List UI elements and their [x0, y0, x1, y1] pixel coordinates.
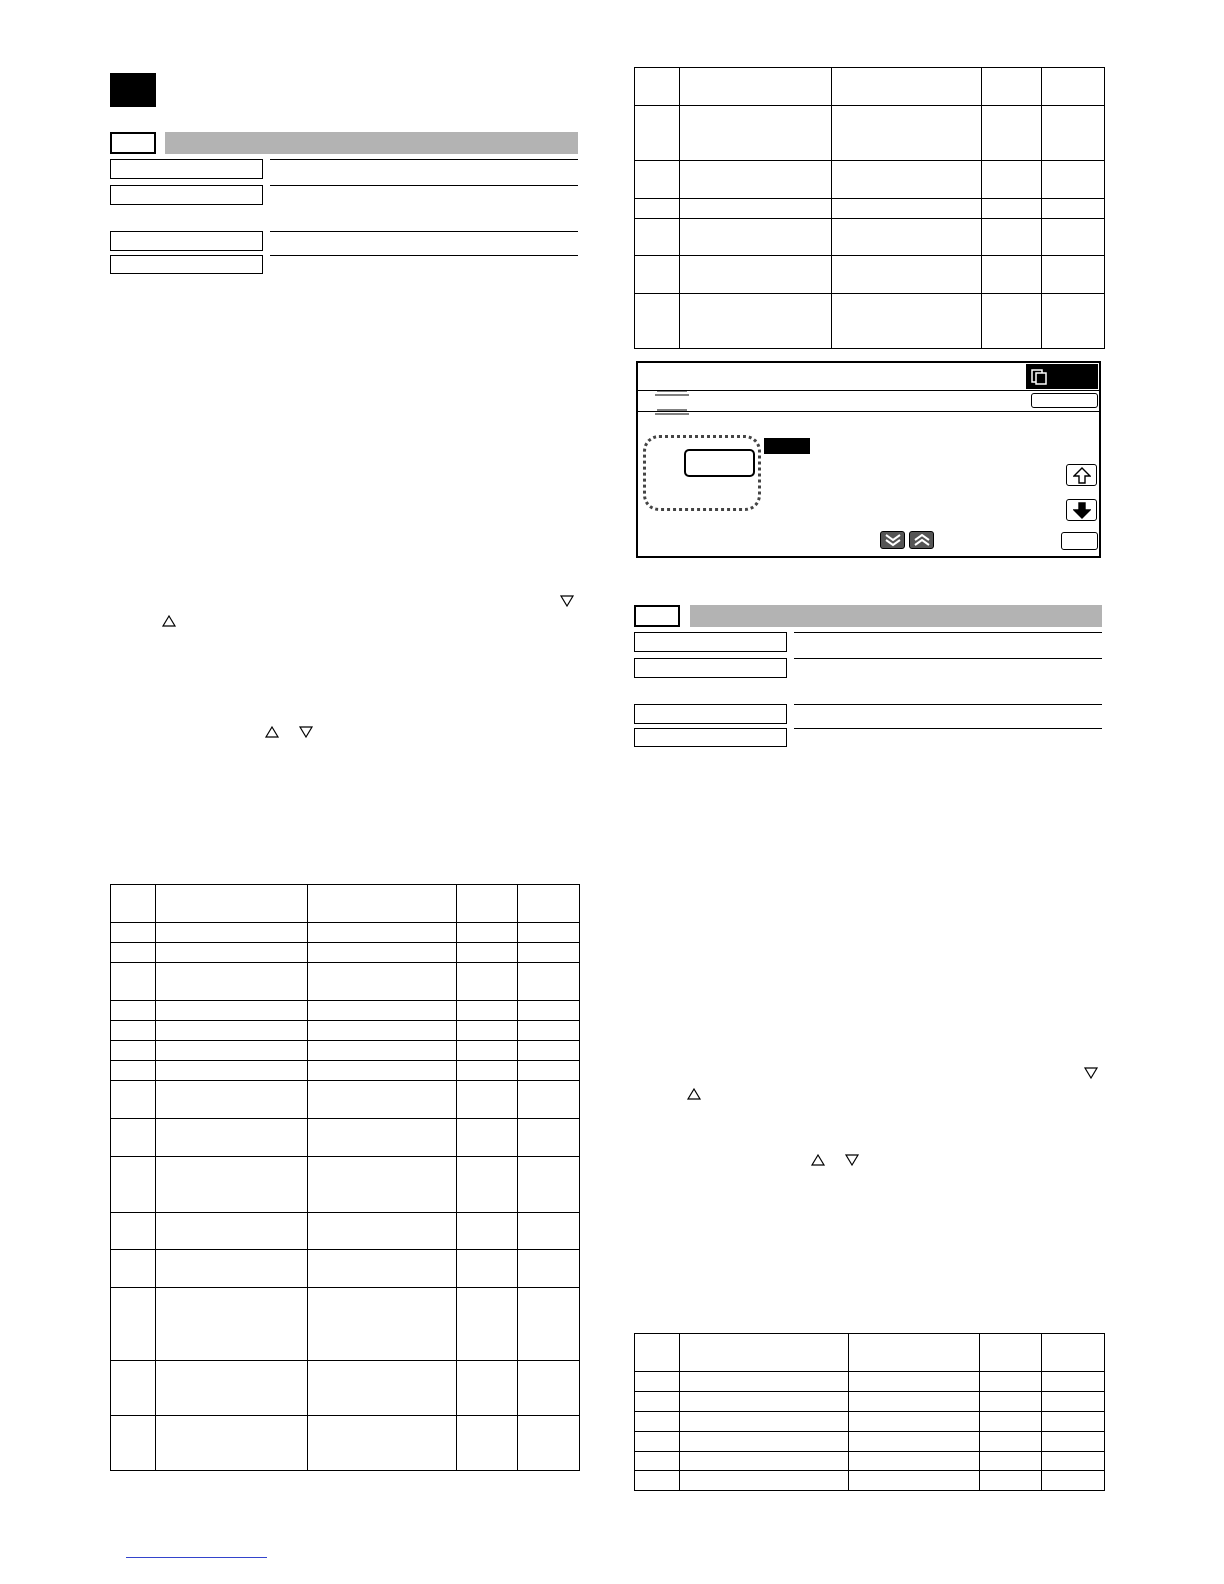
table-row — [635, 1412, 1105, 1432]
table-row — [111, 1001, 580, 1021]
header-button[interactable] — [1031, 393, 1098, 408]
section-title-bar — [165, 132, 578, 154]
table-row — [111, 943, 580, 963]
table-header-row — [635, 68, 1105, 106]
field-label-box — [634, 728, 787, 747]
table-row — [111, 1081, 580, 1119]
triangle-up-icon — [264, 724, 280, 740]
field-label-box — [110, 159, 263, 179]
table-row — [635, 1432, 1105, 1452]
field-label-box — [634, 658, 787, 678]
value-input-box[interactable] — [684, 449, 755, 477]
table-row — [635, 1452, 1105, 1471]
field-label-box — [634, 704, 787, 724]
table-header-row — [635, 1334, 1105, 1372]
double-chevron-down-icon — [884, 534, 902, 547]
table-row — [111, 923, 580, 943]
double-chevron-up-icon — [913, 534, 931, 547]
table-header-cell — [111, 885, 156, 923]
table-row — [635, 1392, 1105, 1412]
arrow-up-icon — [1073, 467, 1091, 484]
table-header-cell — [156, 885, 308, 923]
highlight-tag — [764, 438, 810, 454]
table-row — [635, 294, 1105, 349]
table-row — [111, 1213, 580, 1250]
table-row — [635, 106, 1105, 161]
chapter-marker-block — [110, 73, 156, 107]
menu-lines-icon — [654, 387, 690, 417]
page-up-button[interactable] — [909, 531, 934, 549]
section-code-box — [110, 132, 156, 154]
table-header-cell — [518, 885, 580, 923]
triangle-up-icon — [810, 1152, 826, 1168]
table-header-cell — [635, 68, 680, 106]
right-bottom-table — [634, 1333, 1105, 1491]
scroll-down-button[interactable] — [1066, 499, 1097, 521]
table-row — [111, 1157, 580, 1213]
right-top-table — [634, 67, 1105, 349]
copy-icon — [1030, 368, 1048, 386]
table-row — [111, 1021, 580, 1041]
arrow-down-icon — [1073, 502, 1091, 519]
page-down-button[interactable] — [880, 531, 905, 549]
field-value-rule — [794, 658, 1102, 659]
table-row — [111, 1119, 580, 1157]
table-row — [635, 256, 1105, 294]
ok-button[interactable] — [1061, 532, 1098, 550]
table-row — [111, 1061, 580, 1081]
field-label-box — [110, 185, 263, 205]
footer-link[interactable] — [126, 1557, 267, 1558]
table-header-cell — [635, 1334, 680, 1372]
triangle-down-icon — [559, 593, 575, 609]
scroll-up-button[interactable] — [1066, 464, 1097, 486]
field-value-rule — [270, 255, 578, 256]
left-data-table — [110, 884, 580, 1471]
table-row — [111, 1288, 580, 1361]
field-value-rule — [794, 704, 1102, 705]
triangle-down-icon — [1083, 1065, 1099, 1081]
field-label-box — [110, 231, 263, 251]
triangle-down-icon — [298, 724, 314, 740]
table-header-cell — [849, 1334, 980, 1372]
table-row — [111, 1041, 580, 1061]
table-row — [635, 1372, 1105, 1392]
table-header-cell — [982, 68, 1042, 106]
table-row — [111, 1250, 580, 1288]
table-row — [635, 219, 1105, 256]
table-header-row — [111, 885, 580, 923]
copy-mode-badge — [1026, 364, 1098, 389]
triangle-up-icon — [161, 613, 177, 629]
triangle-up-icon — [686, 1086, 702, 1102]
table-header-cell — [980, 1334, 1042, 1372]
field-value-rule — [270, 185, 578, 186]
field-value-rule — [270, 159, 578, 160]
section-title-bar — [690, 605, 1102, 627]
field-value-rule — [794, 632, 1102, 633]
table-row — [111, 963, 580, 1001]
field-label-box — [634, 632, 787, 652]
table-row — [635, 199, 1105, 219]
table-row — [635, 1471, 1105, 1491]
field-value-rule — [270, 231, 578, 232]
table-row — [111, 1361, 580, 1416]
panel-divider — [638, 390, 1099, 391]
field-label-box — [110, 255, 263, 274]
table-header-cell — [457, 885, 518, 923]
panel-divider — [638, 411, 1099, 412]
table-header-cell — [1042, 1334, 1105, 1372]
touch-panel-screen — [636, 361, 1101, 558]
table-header-cell — [1042, 68, 1105, 106]
section-code-box — [634, 605, 680, 627]
field-value-rule — [794, 728, 1102, 729]
table-row — [635, 161, 1105, 199]
table-header-cell — [680, 1334, 849, 1372]
table-header-cell — [680, 68, 832, 106]
triangle-down-icon — [844, 1152, 860, 1168]
table-header-cell — [308, 885, 457, 923]
table-header-cell — [832, 68, 982, 106]
table-row — [111, 1416, 580, 1471]
